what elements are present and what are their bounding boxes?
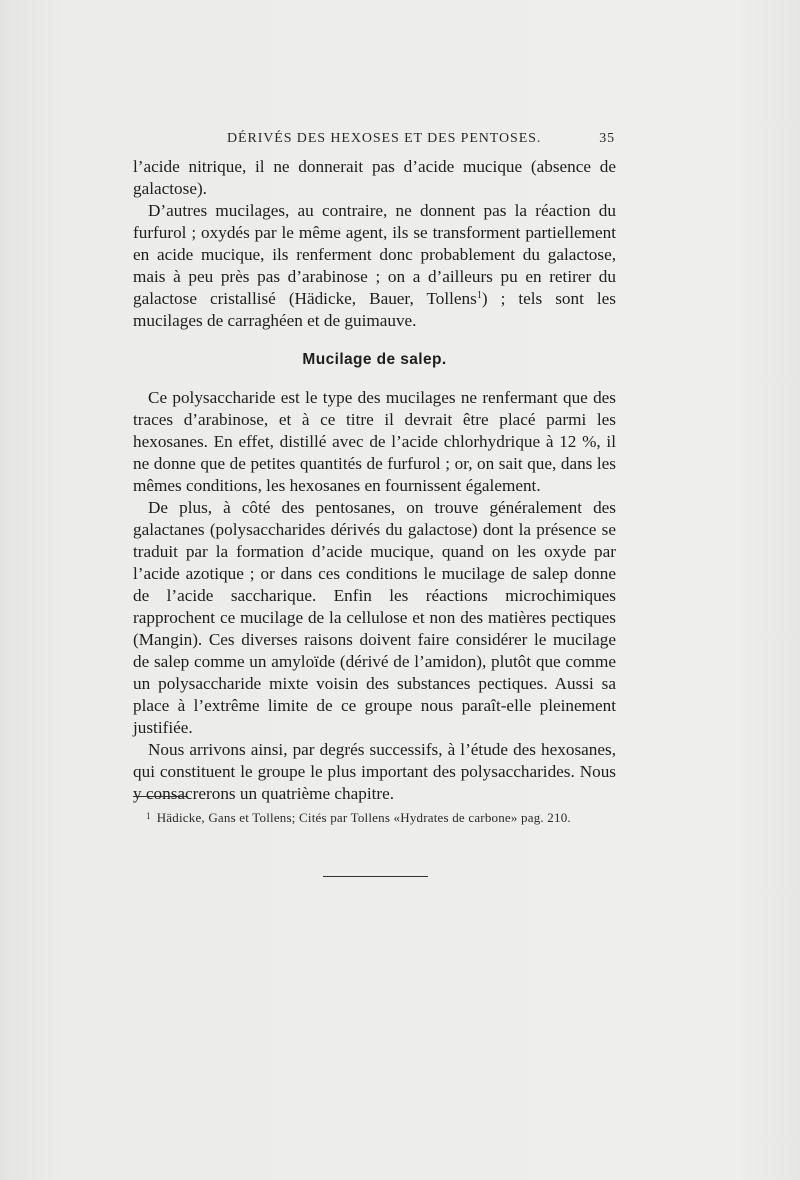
paragraph-salep-reasons: De plus, à côté des pentosanes, on trouve généralement des galactanes (polysaccharides dérivés du galactose) dont la présence se traduit par la formation d’acide mucique, quand on les oxyde par l’acide azotique ; or dans ces conditions le mucilage de salep donne de l’acide saccharique. Enfin les réactions microchimiques rapprochent ce mucilage de la cellulose et non des matières pectiques (Mangin). Ces diverses raisons doivent faire considérer le mucilage de salep comme un amyloïde (dérivé de l’amidon), plutôt que comme un polysaccharide mixte voisin des substances pectiques. Aussi sa place à l’extrême limite de ce groupe nous paraît-elle pleinement justifiée. (133, 498, 616, 737)
section-end-rule (323, 876, 428, 877)
footnote-divider (133, 796, 188, 797)
footnote-reference[interactable]: 1 (476, 290, 482, 301)
footnote-mark: 1 (146, 811, 151, 821)
body-text (133, 156, 616, 805)
paragraph-text: D’autres mucilages, au contraire, ne donnent pas la réaction du furfurol ; oxydés par le même agent, ils se transforment partiellement en acide mucique, ils renferment donc probablement du galactose, mais à peu près pas d’arabinose ; on a d’ailleurs pu en retirer du galactose cristallisé (Hädicke, Bauer, Tollens (133, 201, 616, 308)
footnote (146, 810, 616, 826)
page-number: 35 (599, 131, 615, 146)
section-heading: Mucilage de salep. (302, 351, 447, 368)
paragraph-other-mucilages (133, 200, 616, 332)
running-title: DÉRIVÉS DES HEXOSES ET DES PENTOSES. (227, 131, 542, 146)
paragraph-continuation: l’acide nitrique, il ne donnerait pas d’acide mucique (absence de galactose). (133, 157, 616, 198)
paragraph-conclusion: Nous arrivons ainsi, par degrés successifs, à l’étude des hexosanes, qui constituent le groupe le plus important des polysaccharides. Nous y consacrerons un quatrième chapitre. (133, 740, 616, 803)
footnote-text: Hädicke, Gans et Tollens; Cités par Tollens «Hydrates de carbone» pag. 210. (156, 810, 571, 825)
paragraph-text: ) ; tels sont les mucilages de carraghéen et de guimauve. (133, 289, 616, 330)
paragraph-salep-type: Ce polysaccharide est le type des mucilages ne renfermant que des traces d’arabinose, et à ce titre il devrait être placé parmi les hexosanes. En effet, distillé avec de l’acide chlorhydrique à 12 %, il ne donne que de petites quantités de furfurol ; or, on sait que, dans les mêmes conditions, les hexosanes en fournissent également. (133, 388, 616, 495)
